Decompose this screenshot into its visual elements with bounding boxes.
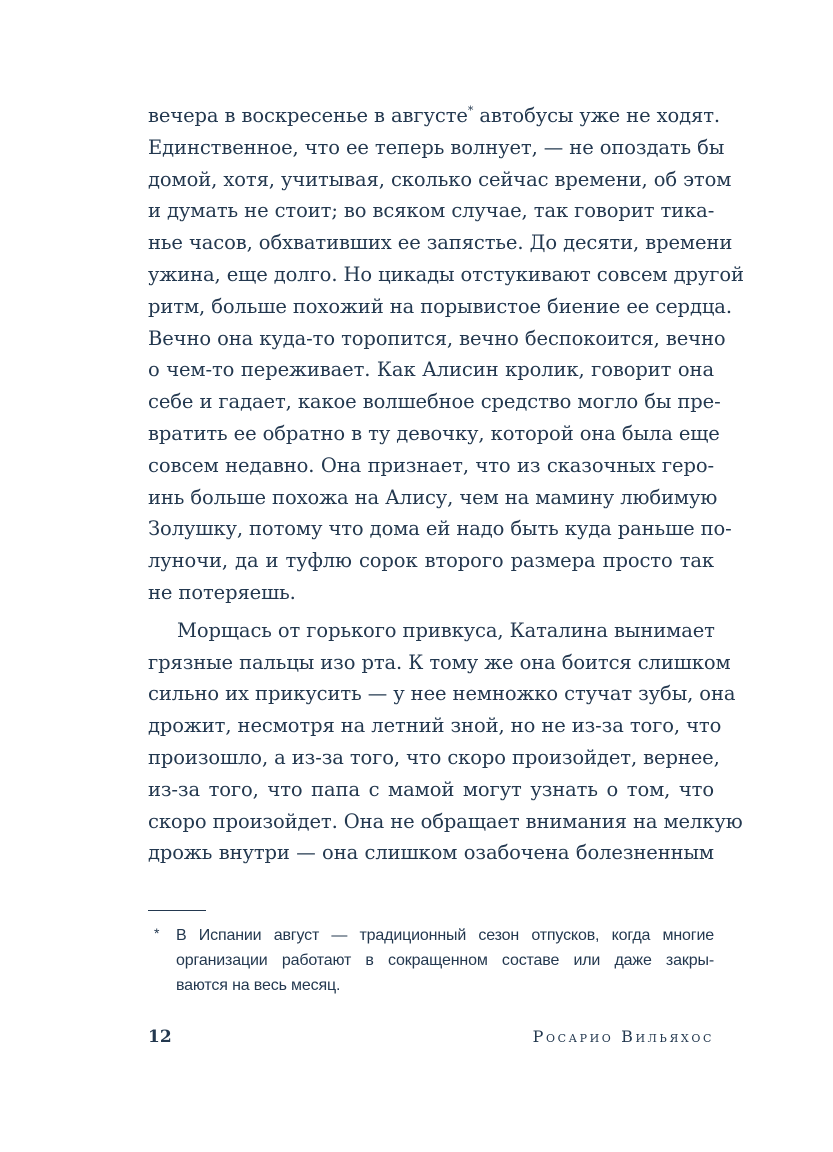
paragraph-2 [148, 615, 743, 869]
footnote-reference[interactable]: * [467, 104, 474, 117]
text-line: и думать не стоит; во всяком случае, так говорит тика- [148, 199, 715, 223]
footnote-line: В Испании август — традиционный сезон отпусков, когда многие [176, 927, 714, 944]
footnote [148, 923, 714, 998]
text-line: луночи, да и туфлю сорок второго размера просто так [148, 549, 714, 573]
text-line: вечера в воскресенье в августе* автобусы уже не ходят. [148, 104, 721, 127]
text-line: скоро произойдет. Она не обращает внимания на мелкую [148, 809, 743, 833]
text-line: себе и гадает, какое волшебное средство могло бы пре- [148, 390, 721, 414]
footnote-rule [148, 910, 206, 911]
text-line: произошло, а из-за того, что скоро произойдет, вернее, [148, 745, 720, 769]
text-line: нье часов, обхвативших ее запястье. До десяти, времени [148, 231, 733, 255]
text-line: Единственное, что ее теперь волнует, — не опоздать бы [148, 135, 725, 159]
text-line: сильно их прикусить — у нее немножко стучат зубы, она [148, 682, 736, 706]
text-line: ритм, больше похожий на порывистое биение ее сердца. [148, 294, 732, 318]
text-line: вратить ее обратно в ту девочку, которой она была еще [148, 421, 720, 445]
text-line: не потеряешь. [148, 580, 296, 604]
paragraph-1 [148, 100, 744, 609]
text-line: инь больше похожа на Алису, чем на мамину любимую [148, 485, 718, 509]
text-line: совсем недавно. Она признает, что из сказочных геро- [148, 453, 714, 477]
footnote-line: организации работают в сокращенном составе или даже закры- [176, 952, 714, 969]
main-text [148, 100, 744, 869]
text-line: домой, хотя, учитывая, сколько сейчас времени, об этом [148, 167, 732, 191]
text-line: дрожит, несмотря на летний зной, но не из-за того, что [148, 714, 722, 738]
footnote-marker: * [154, 925, 160, 941]
text-line: ужина, еще долго. Но цикады отстукивают совсем другой [148, 262, 744, 286]
running-head-author: Росарио Вильяхос [532, 1027, 714, 1046]
text-line: дрожь внутри — она слишком озабочена болезненным [148, 841, 714, 865]
text-line: из-за того, что папа с мамой могут узнать о том, что [148, 777, 714, 801]
text-line: Вечно она куда-то торопится, вечно беспокоится, вечно [148, 326, 726, 350]
footnote-text [176, 923, 714, 998]
text-line: о чем-то переживает. Как Алисин кролик, говорит она [148, 358, 714, 382]
text-line: грязные пальцы изо рта. К тому же она боится слишком [148, 650, 731, 674]
page-number: 12 [148, 1027, 172, 1047]
text-line: Золушку, потому что дома ей надо быть куда раньше по- [148, 517, 732, 541]
footnote-line: ваются на весь месяц. [176, 977, 341, 994]
text-line: Морщась от горького привкуса, Каталина вынимает [177, 618, 715, 642]
